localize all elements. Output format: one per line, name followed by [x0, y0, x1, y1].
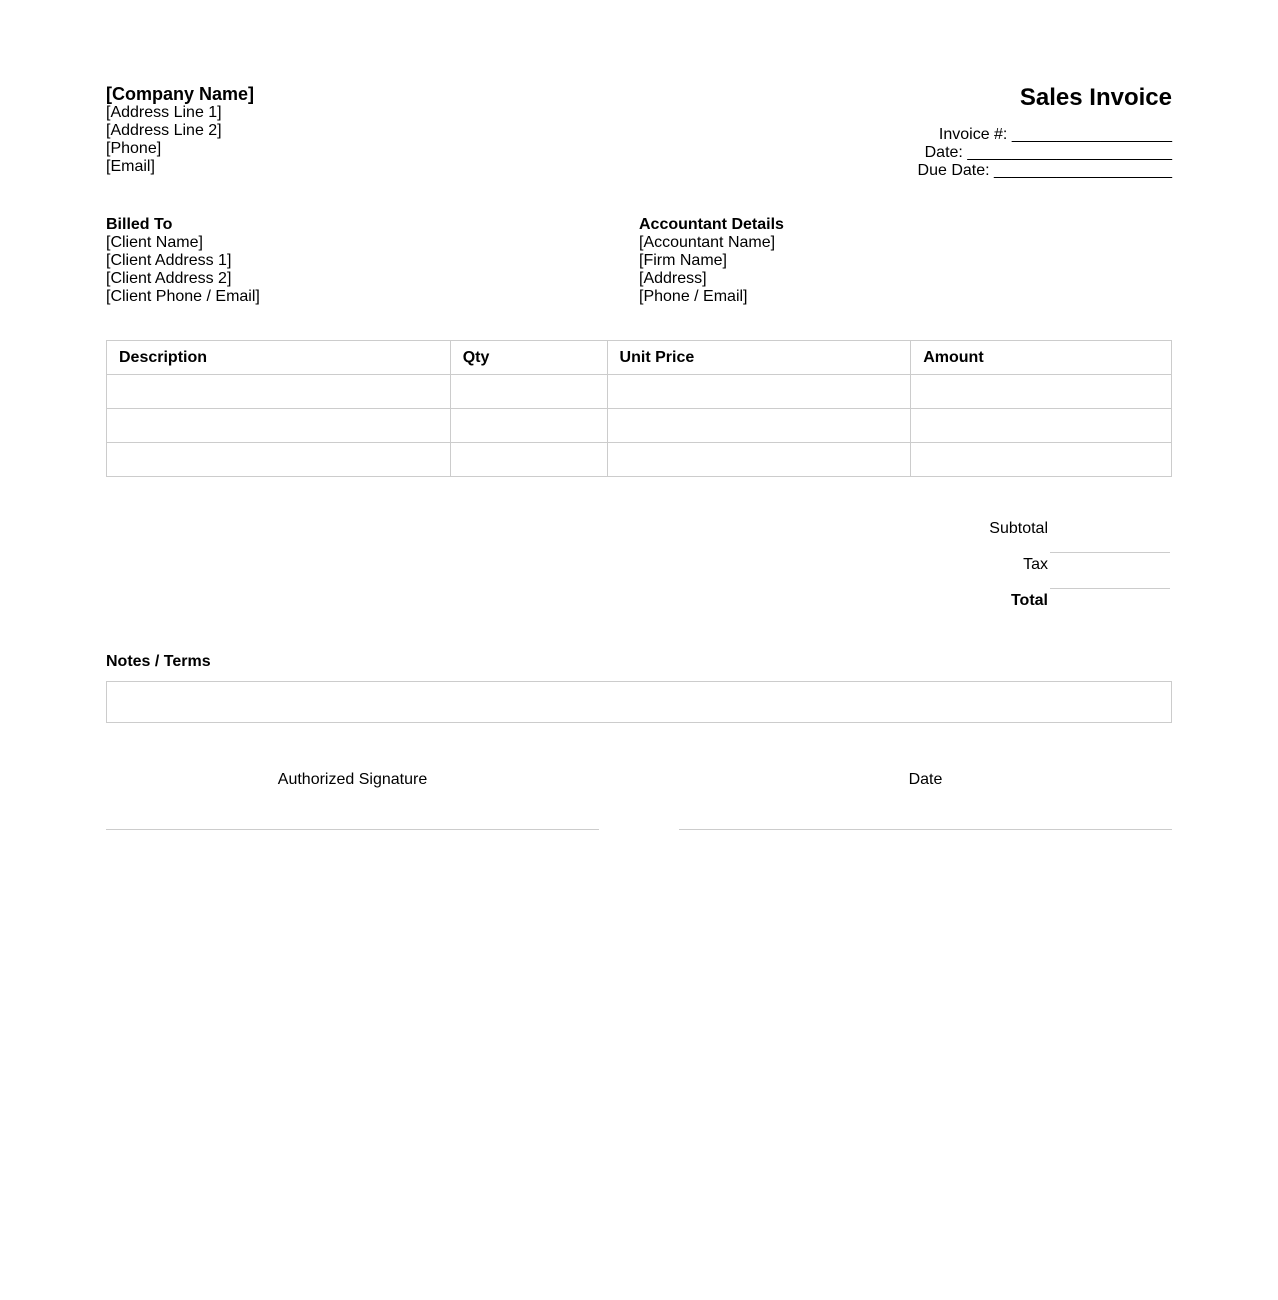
tax-row: [848, 553, 1172, 589]
total-label: Total: [1010, 592, 1048, 609]
client-address-2: [Client Address 2]: [106, 270, 232, 287]
client-name: [Client Name]: [106, 234, 203, 251]
qty-cell[interactable]: [450, 375, 607, 409]
total-row: [848, 589, 1172, 625]
invoice-date-field[interactable]: [918, 144, 1172, 162]
invoice-date-label: Date:: [924, 144, 963, 161]
accountant-heading: Accountant Details: [639, 216, 784, 233]
qty-cell[interactable]: [450, 409, 607, 443]
table-row: [107, 409, 1172, 443]
description-cell[interactable]: [107, 443, 451, 477]
qty-cell[interactable]: [450, 443, 607, 477]
line-items-table: [106, 340, 1172, 477]
table-row: [107, 443, 1172, 477]
description-cell[interactable]: [107, 375, 451, 409]
due-date-blank[interactable]: ____________________: [994, 162, 1172, 179]
firm-name: [Firm Name]: [639, 252, 727, 269]
unit-price-cell[interactable]: [607, 409, 911, 443]
invoice-page: [106, 84, 1172, 830]
company-address-line-1: [Address Line 1]: [106, 104, 222, 121]
amount-cell[interactable]: [911, 443, 1172, 477]
company-email: [Email]: [106, 158, 155, 175]
notes-heading: Notes / Terms: [106, 653, 211, 670]
client-address-1: [Client Address 1]: [106, 252, 232, 269]
column-header-amount: Amount: [911, 341, 1172, 375]
tax-value[interactable]: [1050, 553, 1170, 589]
billed-to-heading: Billed To: [106, 216, 173, 233]
authorized-signature-block: [106, 771, 599, 830]
company-address-line-2: [Address Line 2]: [106, 122, 222, 139]
invoice-header: [106, 84, 1172, 180]
signature-date-label: Date: [908, 771, 943, 788]
table-header-row: [107, 341, 1172, 375]
unit-price-cell[interactable]: [607, 443, 911, 477]
accountant-block: [639, 216, 1172, 306]
accountant-address: [Address]: [639, 270, 707, 287]
column-header-qty: Qty: [450, 341, 607, 375]
unit-price-cell[interactable]: [607, 375, 911, 409]
billed-to-block: [106, 216, 639, 306]
due-date-label: Due Date:: [917, 162, 990, 179]
signature-date-line[interactable]: [679, 829, 1172, 830]
invoice-number-label: Invoice #:: [938, 126, 1008, 143]
invoice-date-blank[interactable]: _______________________: [967, 144, 1172, 161]
notes-box[interactable]: [106, 681, 1172, 723]
authorized-signature-label: Authorized Signature: [277, 771, 428, 788]
company-phone: [Phone]: [106, 140, 162, 157]
total-value[interactable]: [1050, 589, 1170, 625]
company-name: [Company Name]: [106, 84, 255, 104]
accountant-name: [Accountant Name]: [639, 234, 776, 251]
invoice-number-blank[interactable]: __________________: [1011, 126, 1172, 143]
signature-date-block: [679, 771, 1172, 830]
description-cell[interactable]: [107, 409, 451, 443]
subtotal-row: [848, 517, 1172, 553]
amount-cell[interactable]: [911, 409, 1172, 443]
subtotal-value[interactable]: [1050, 517, 1170, 553]
invoice-number-field[interactable]: [918, 126, 1172, 144]
invoice-fields: [918, 126, 1172, 180]
invoice-meta: [918, 84, 1172, 180]
authorized-signature-line[interactable]: [106, 829, 599, 830]
due-date-field[interactable]: [918, 162, 1172, 180]
accountant-contact: [Phone / Email]: [639, 288, 748, 305]
totals-section: [106, 517, 1172, 625]
amount-cell[interactable]: [911, 375, 1172, 409]
subtotal-label: Subtotal: [989, 520, 1048, 537]
company-block: [106, 84, 254, 180]
invoice-title: Sales Invoice: [1019, 84, 1172, 111]
signature-section: [106, 771, 1172, 830]
tax-label: Tax: [1023, 556, 1048, 573]
table-row: [107, 375, 1172, 409]
column-header-unit-price: Unit Price: [607, 341, 911, 375]
column-header-description: Description: [107, 341, 451, 375]
parties-section: [106, 216, 1172, 306]
client-contact: [Client Phone / Email]: [106, 288, 260, 305]
